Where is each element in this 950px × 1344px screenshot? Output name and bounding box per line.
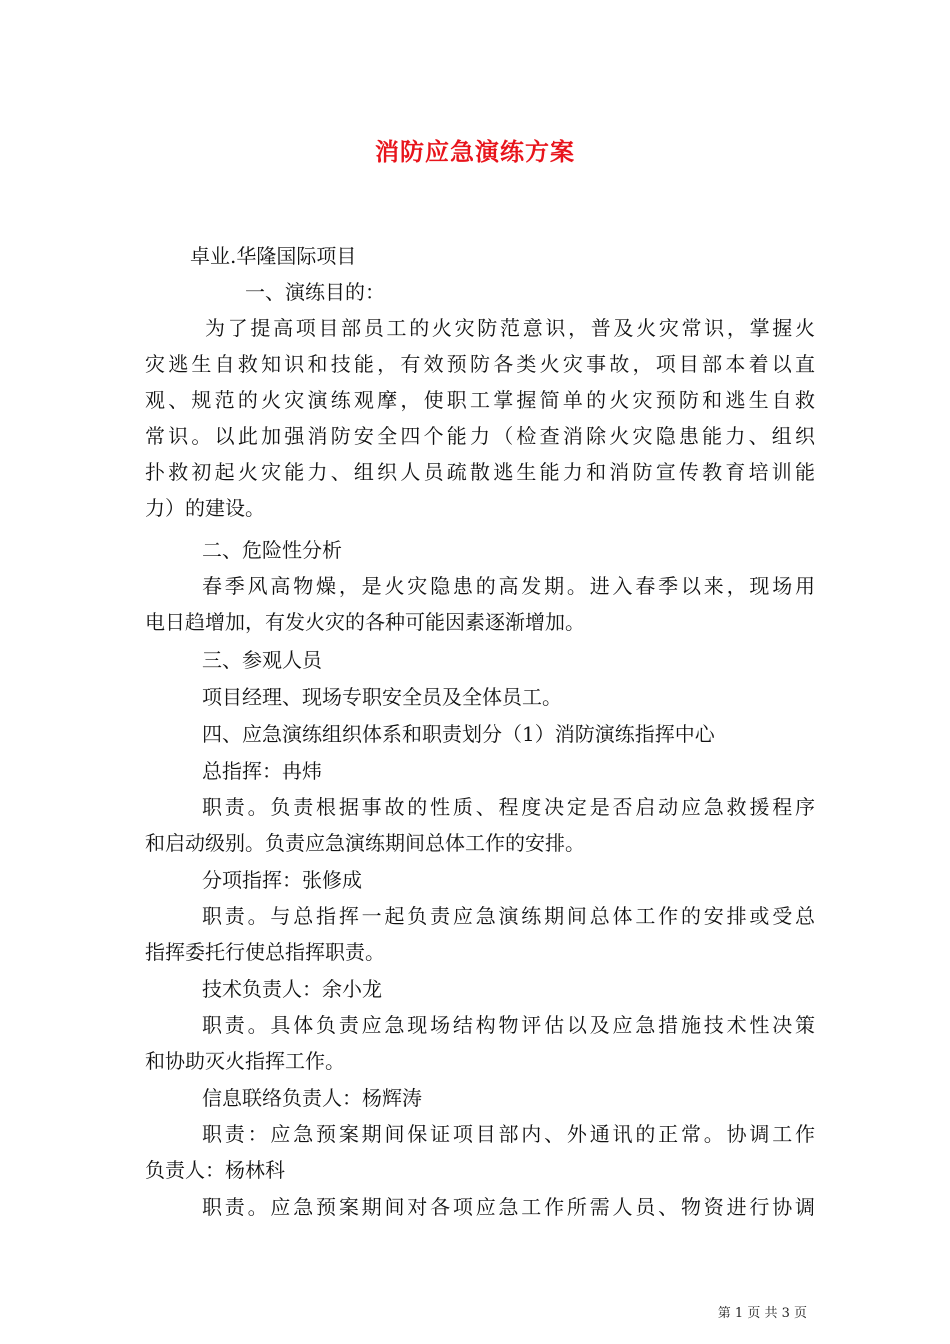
paragraph-line: 灾逃生自救知识和技能，有效预防各类火灾事故，项目部本着以直 xyxy=(145,352,815,376)
section-heading-2: 二、危险性分析 xyxy=(202,538,342,562)
document-title: 消防应急演练方案 xyxy=(375,137,575,166)
paragraph-line: 和启动级别。负责应急演练期间总体工作的安排。 xyxy=(145,831,585,855)
paragraph-line: 职责：应急预案期间保证项目部内、外通讯的正常。协调工作 xyxy=(202,1122,815,1146)
paragraph-line: 职责。与总指挥一起负责应急演练期间总体工作的安排或受总 xyxy=(202,904,815,928)
paragraph-line: 职责。具体负责应急现场结构物评估以及应急措施技术性决策 xyxy=(202,1013,815,1037)
page-number-footer: 第 1 页 共 3 页 xyxy=(717,1306,807,1321)
paragraph-line: 春季风高物燥，是火灾隐患的高发期。进入春季以来，现场用 xyxy=(202,574,815,598)
section-heading-4: 四、应急演练组织体系和职责划分（1）消防演练指挥中心 xyxy=(202,722,715,746)
project-name-line: 卓业.华隆国际项目 xyxy=(190,244,357,268)
role-line: 总指挥：冉炜 xyxy=(202,759,322,783)
paragraph-line: 观、规范的火灾演练观摩，使职工掌握简单的火灾预防和逃生自救 xyxy=(145,388,815,412)
section-heading-3: 三、参观人员 xyxy=(202,648,322,672)
paragraph-line: 职责。负责根据事故的性质、程度决定是否启动应急救援程序 xyxy=(202,795,815,819)
paragraph-line: 为了提高项目部员工的火灾防范意识，普及火灾常识，掌握火 xyxy=(205,316,815,340)
paragraph-line: 常识。以此加强消防安全四个能力（检查消除火灾隐患能力、组织 xyxy=(145,424,815,448)
role-line: 信息联络负责人：杨辉涛 xyxy=(202,1086,422,1110)
paragraph-line: 项目经理、现场专职安全员及全体员工。 xyxy=(202,685,562,709)
role-line: 分项指挥：张修成 xyxy=(202,868,362,892)
role-line: 技术负责人：余小龙 xyxy=(202,977,382,1001)
paragraph-line: 扑救初起火灾能力、组织人员疏散逃生能力和消防宣传教育培训能 xyxy=(145,460,815,484)
paragraph-line: 负责人：杨林科 xyxy=(145,1158,285,1182)
paragraph-line: 指挥委托行使总指挥职责。 xyxy=(145,940,385,964)
paragraph-line: 和协助灭火指挥工作。 xyxy=(145,1049,345,1073)
paragraph-line: 电日趋增加，有发火灾的各种可能因素逐渐增加。 xyxy=(145,610,585,634)
paragraph-line: 力）的建设。 xyxy=(145,496,265,520)
paragraph-line: 职责。应急预案期间对各项应急工作所需人员、物资进行协调 xyxy=(202,1195,815,1219)
section-heading-1: 一、演练目的： xyxy=(245,280,385,304)
